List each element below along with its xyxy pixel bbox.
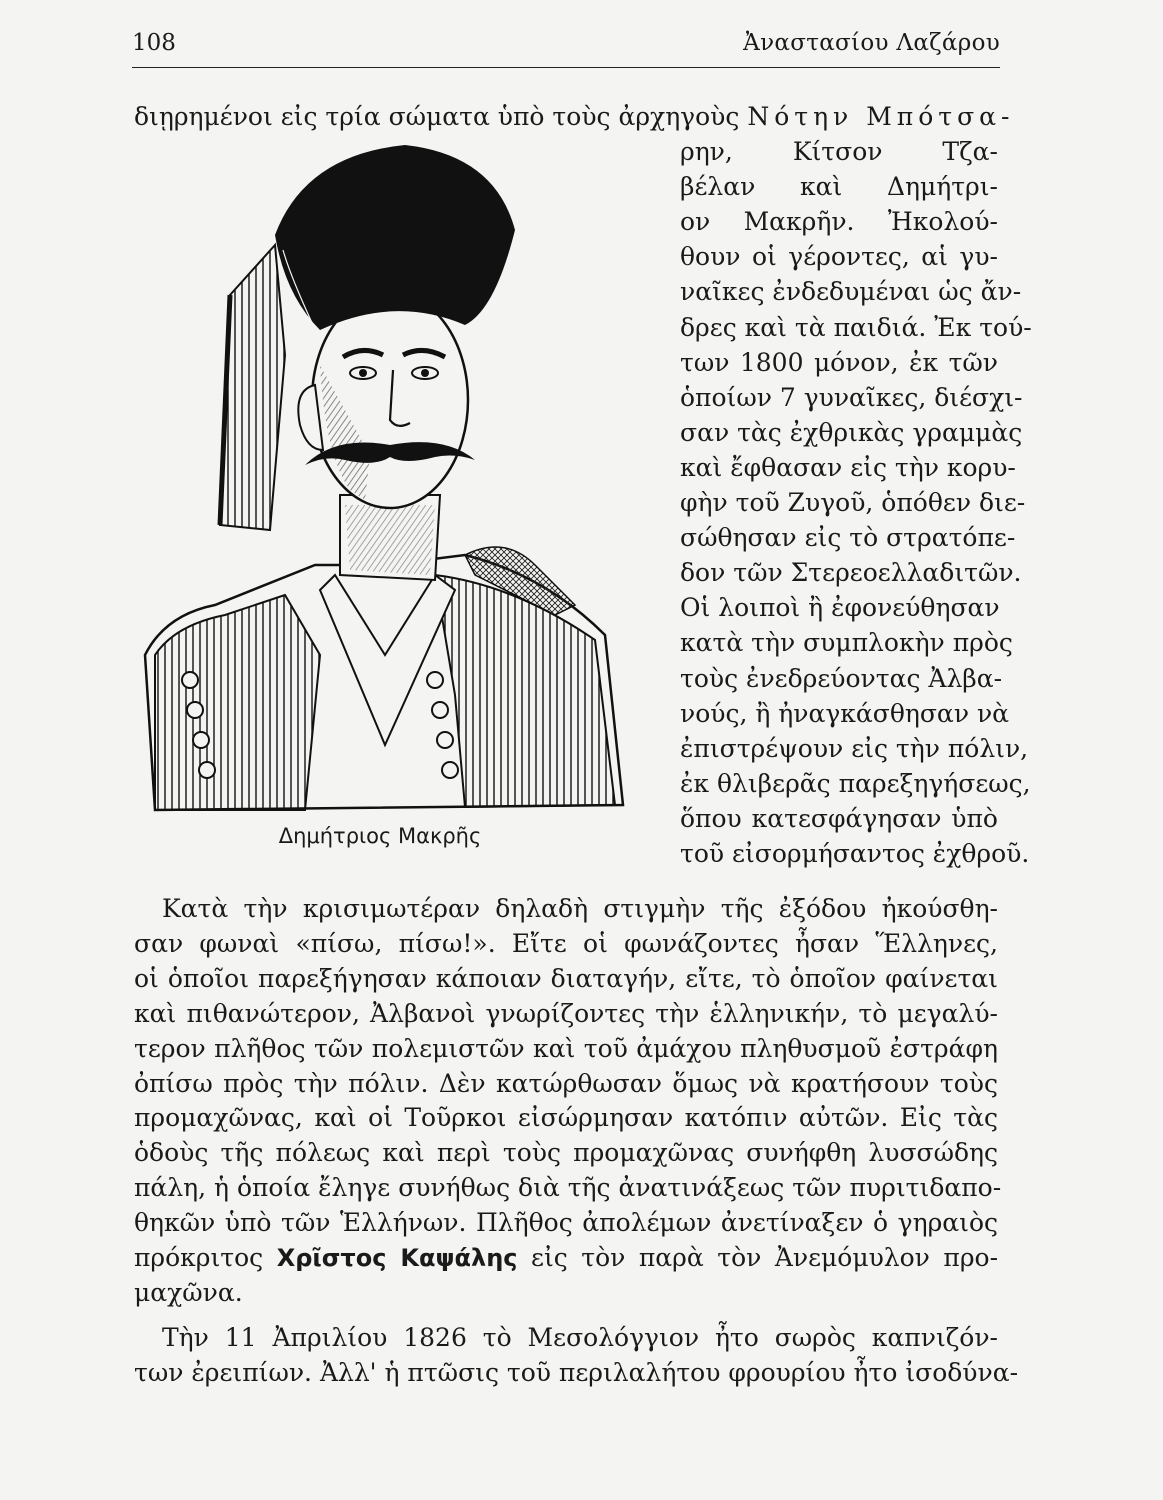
right-column-line-21: τοῦ εἰσορμήσαντος ἐχθροῦ. [680, 839, 1030, 868]
right-column-line-17: νούς, ἢ ἠναγκάσθησαν νὰ [680, 698, 1010, 728]
header-rule [132, 67, 1000, 68]
right-column-line-19: ἐκ θλιβερᾶς παρεξηγήσεως, [680, 768, 1031, 798]
text-line-5: τερον πλῆθος τῶν πολεμιστῶν καὶ τοῦ ἀμάχου πληθυσμοῦ ἐστράφη [134, 1033, 998, 1063]
right-column-line-13: δον τῶν Στερεοελλαδιτῶν. [680, 558, 1022, 588]
right-column-line-15: κατὰ τὴν συμπλοκὴν πρὸς [680, 628, 1013, 658]
right-column-line-5: ναῖκες ἐνδεδυμέναι ὡς ἄν- [680, 277, 1022, 307]
portrait-engraving [135, 135, 630, 847]
text-line-kafalis [134, 1241, 998, 1275]
last-paragraph-line-1: Τὴν 11 Ἀπριλίου 1826 τὸ Μεσολόγγιον ἦτο σωρὸς καπνιζόν- [162, 1323, 998, 1352]
right-column-line-6: δρες καὶ τὰ παιδιά. Ἐκ τού- [680, 312, 1032, 342]
right-column-line-18: ἐπιστρέψουν εἰς τὴν πόλιν, [680, 733, 1029, 763]
page-number: 108 [132, 30, 176, 56]
right-column-line-1: ρην, Κίτσον Τζα- [680, 137, 998, 166]
text-line-8: ὁδοὺς τῆς πόλεως καὶ περὶ τοὺς προμαχῶνας συνήφθη λυσσώδης [134, 1138, 998, 1168]
right-column-line-20: ὅπου κατεσφάγησαν ὑπὸ [680, 803, 998, 833]
right-column-line-14: Οἱ λοιποὶ ἢ ἐφονεύθησαν [680, 593, 1000, 623]
text-line-9: πάλη, ἡ ὁποία ἔληγε συνήθως διὰ τῆς ἀνατινάξεως τῶν πυριτιδαπο- [134, 1173, 1002, 1203]
text-line-10: θηκῶν ὑπὸ τῶν Ἑλλήνων. Πλῆθος ἀπολέμων ἀνετίναξεν ὁ γηραιὸς [134, 1208, 998, 1238]
figure-caption: Δημήτριος Μακρῆς [278, 824, 482, 848]
first-line-part2: Νότην Μπότσα- [747, 102, 1015, 131]
right-column-line-16: τοὺς ἐνεδρεύοντας Ἀλβα- [680, 663, 1003, 693]
kafalis-name: Χρῖστος Καψάλης [276, 1244, 518, 1272]
running-head: Ἀναστασίου Λαζάρου [743, 30, 1000, 56]
right-column-line-3: ον Μακρῆν. Ἠκολού- [680, 207, 998, 237]
right-column-line-9: σαν τὰς ἐχθρικὰς γραμμὰς [680, 417, 1023, 447]
right-column-line-8: ὁποίων 7 γυναῖκες, διέσχι- [680, 382, 1023, 412]
text-line-2: σαν φωναὶ «πίσω, πίσω!». Εἴτε οἱ φωνάζοντες ἦσαν Ἕλληνες, [134, 928, 998, 958]
page-header [132, 30, 1000, 62]
first-line-part1: διῃρημένοι εἰς τρία σώματα ὑπὸ τοὺς ἀρχηγοὺς [134, 102, 748, 131]
text-line-7: προμαχῶνας, καὶ οἱ Τοῦρκοι εἰσώρμησαν κατόπιν αὐτῶν. Εἰς τὰς [134, 1103, 998, 1133]
right-column-line-11: φὴν τοῦ Ζυγοῦ, ὁπόθεν διε- [680, 488, 1026, 517]
right-column-line-7: των 1800 μόνον, ἐκ τῶν [680, 347, 998, 377]
kafalis-after: εἰς τὸν παρὰ τὸν Ἀνεμόμυλον προ- [517, 1243, 999, 1272]
kafalis-before: πρόκριτος [134, 1243, 277, 1272]
text-line-3: οἱ ὁποῖοι παρεξήγησαν κάποιαν διαταγήν, εἴτε, τὸ ὁποῖον φαίνεται [134, 963, 998, 993]
last-paragraph-line-2: των ἐρειπίων. Ἀλλ' ἡ πτῶσις τοῦ περιλαλήτου φρουρίου ἦτο ἰσοδύνα- [134, 1358, 1019, 1387]
text-line-first [134, 100, 1015, 134]
right-column-line-10: καὶ ἔφθασαν εἰς τὴν κορυ- [680, 452, 1016, 482]
right-column-line-4: θουν οἱ γέροντες, αἱ γυ- [680, 242, 998, 272]
right-column-line-2: βέλαν καὶ Δημήτρι- [680, 172, 998, 202]
text-line-6: ὀπίσω πρὸς τὴν πόλιν. Δὲν κατώρθωσαν ὅμως νὰ κρατήσουν τοὺς [134, 1068, 998, 1098]
right-column-line-12: σώθησαν εἰς τὸ στρατόπε- [680, 523, 1016, 553]
text-line-4: καὶ πιθανώτερον, Ἀλβανοὶ γνωρίζοντες τὴν ἑλληνικήν, τὸ μεγαλύ- [134, 998, 998, 1028]
text-line-1: Κατὰ τὴν κρισιμωτέραν δηλαδὴ στιγμὴν τῆς ἐξόδου ἠκούσθη- [162, 894, 998, 923]
text-line-end: μαχῶνα. [134, 1278, 243, 1307]
